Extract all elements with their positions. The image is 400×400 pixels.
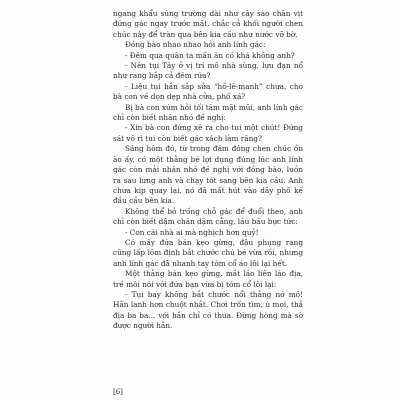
paragraph-8: Sáng hôm đó, từ trong đám đông chen chúc ồn ào ấy, có một thằng bé lợi dụng đúng lúc anh lính gác còn mải nhăn nhó đề nghị với đồng bào, luồn ra sau lưng anh và chạy tót sang bên kia cầu. Anh chưa kịp quay lại, nó đã mất hút vào dãy phố kế đầu cầu bên kia. xyxy=(113,144,303,206)
body-text xyxy=(113,9,303,332)
paragraph-3: - Đêm qua quân ta mần ăn có khá không anh? xyxy=(125,50,295,60)
paragraph-4: - Nên tụi Tây ở vị trí mô nhà sùng, lựu đạn nổ như rang bắp cả đêm rứa? xyxy=(113,61,303,81)
page-number: [6] xyxy=(113,388,123,396)
paragraph-11: Có mấy đứa bán kẹo gừng, đậu phụng rang cũng lấp lõm định bắt chước chú bé vừa rồi, nhưng anh lính gác đã nhanh tay tóm cổ áo lôi lại hết. xyxy=(113,237,303,268)
paragraph-2: Đồng bào nhao nhao hỏi anh lính gác: xyxy=(125,40,266,50)
paragraph-1: ngang khẩu súng trường dài như cây sào chân vịt đứng gác ngay trước mặt, chắc cả khối người chen chúc này để tràn qua bên kia cầu như nước vỡ bờ. xyxy=(113,9,303,39)
paragraph-6: Bị bà con xúm hỏi tối tăm mặt mũi, anh lính gác chỉ còn biết nhăn nhó đề nghị: xyxy=(113,102,303,123)
paragraph-9: Không thể bỏ trống chỗ gác để đuổi theo, anh chỉ còn biết dậm chân dặm cẳng, lầu bầu bực tức: xyxy=(113,206,303,227)
paragraph-5: - Liệu tụi hắn sắp sửa “hồ-lê-manh” chưa, cho bà con về dọn dẹp nhà cửa, phố xá? xyxy=(113,81,303,102)
paragraph-13: - Tụi bay không bắt chước nổi thằng nớ mô! Hắn lanh hơn chuột nhắt. Chơi trốn tìm, ù mọi, thả địa ba ba... với hắn chỉ có thua. Đừng hòng mà sờ được người hắn. xyxy=(113,289,303,331)
paragraph-10: - Con cái nhà ai mà nghịch hơn quỷ! xyxy=(125,227,259,237)
paragraph-12: Một thằng bán kẹo gừng, mắt láo liên láo địa, trề môi nói với đứa bạn vừa bị tóm cổ lôi lại: xyxy=(113,269,303,289)
paragraph-7: - Xin bà con đứng xê ra cho tui một chút! Đứng sát vô rì tui còn biết gác xách làm răng? xyxy=(113,123,303,143)
